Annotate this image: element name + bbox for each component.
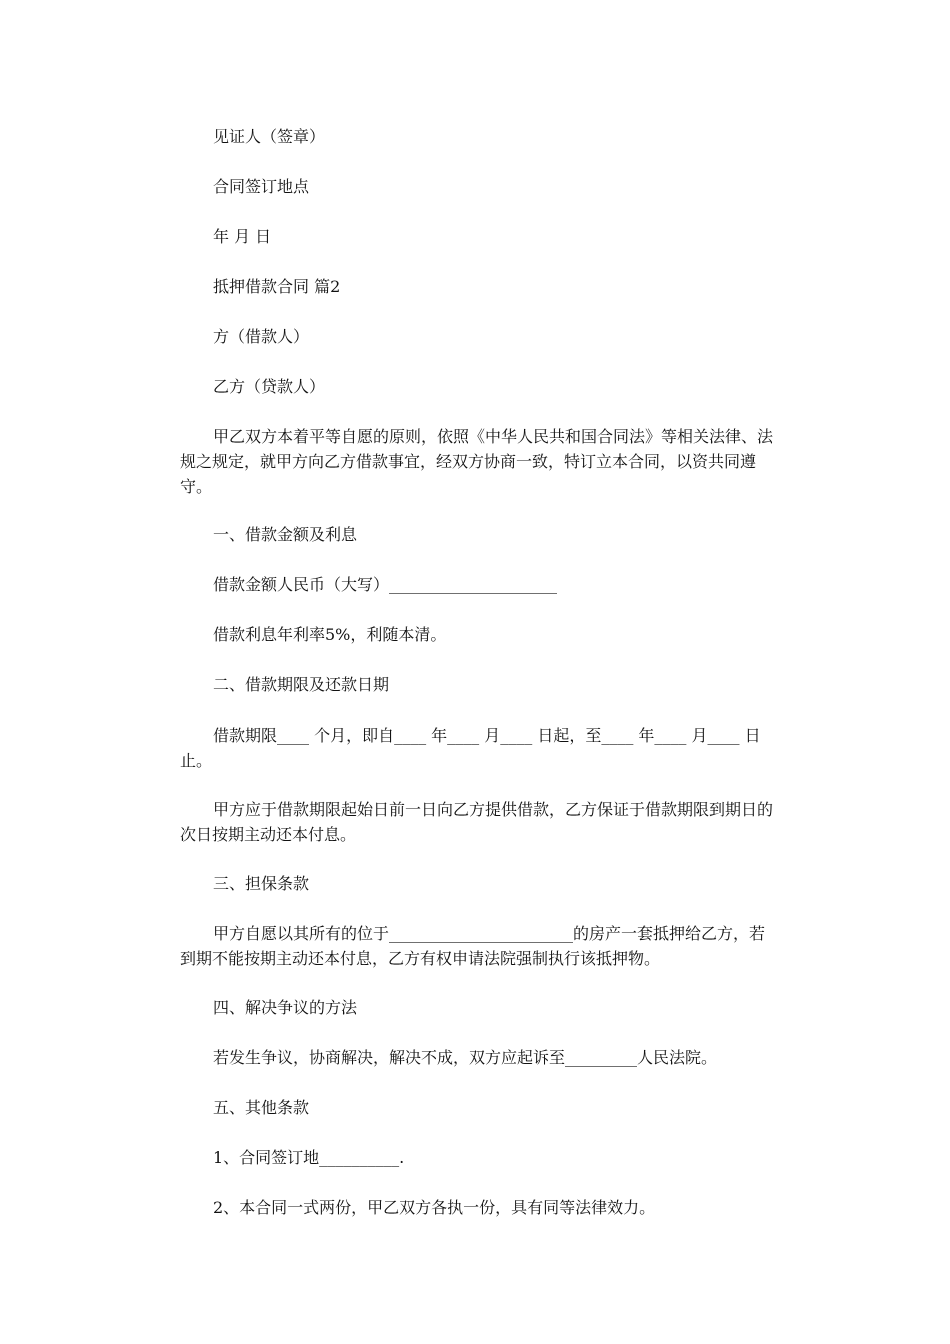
intro-paragraph: 甲乙双方本着平等自愿的原则，依照《中华人民共和国合同法》等相关法律、法规之规定，就甲方向乙方借款事宜，经双方协商一致，特订立本合同，以资共同遵守。 <box>180 427 774 496</box>
clause-1-line: 1、合同签订地__________. <box>213 1148 405 1167</box>
sign-place-line: 合同签订地点 <box>213 177 310 196</box>
repayment-paragraph: 甲方应于借款期限起始日前一日向乙方提供借款，乙方保证于借款期限到期日的次日按期主动还本付息。 <box>180 800 774 844</box>
party-a-line: 方（借款人） <box>213 327 310 346</box>
date-line: 年 月 日 <box>213 227 272 246</box>
contract-heading: 抵押借款合同 篇2 <box>213 277 341 296</box>
section-5-title: 五、其他条款 <box>213 1098 310 1117</box>
dispute-line: 若发生争议，协商解决，解决不成，双方应起诉至_________人民法院。 <box>213 1048 718 1067</box>
guarantee-paragraph: 甲方自愿以其所有的位于_______________________的房产一套抵押给乙方，若到期不能按期主动还本付息，乙方有权申请法院强制执行该抵押物。 <box>180 924 766 968</box>
section-1-title: 一、借款金额及利息 <box>213 525 358 544</box>
clause-2-line: 2、本合同一式两份，甲乙双方各执一份，具有同等法律效力。 <box>213 1198 656 1217</box>
loan-interest-line: 借款利息年利率5%，利随本清。 <box>213 625 447 644</box>
section-3-title: 三、担保条款 <box>213 874 310 893</box>
section-2-title: 二、借款期限及还款日期 <box>213 675 390 694</box>
loan-term-paragraph: 借款期限____ 个月，即自____ 年____ 月____ 日起，至____ 年____ 月____ 日止。 <box>180 726 761 770</box>
witness-line: 见证人（签章） <box>213 127 326 146</box>
loan-amount-line: 借款金额人民币（大写）_____________________ <box>213 575 558 594</box>
section-4-title: 四、解决争议的方法 <box>213 998 358 1017</box>
party-b-line: 乙方（贷款人） <box>213 377 326 396</box>
